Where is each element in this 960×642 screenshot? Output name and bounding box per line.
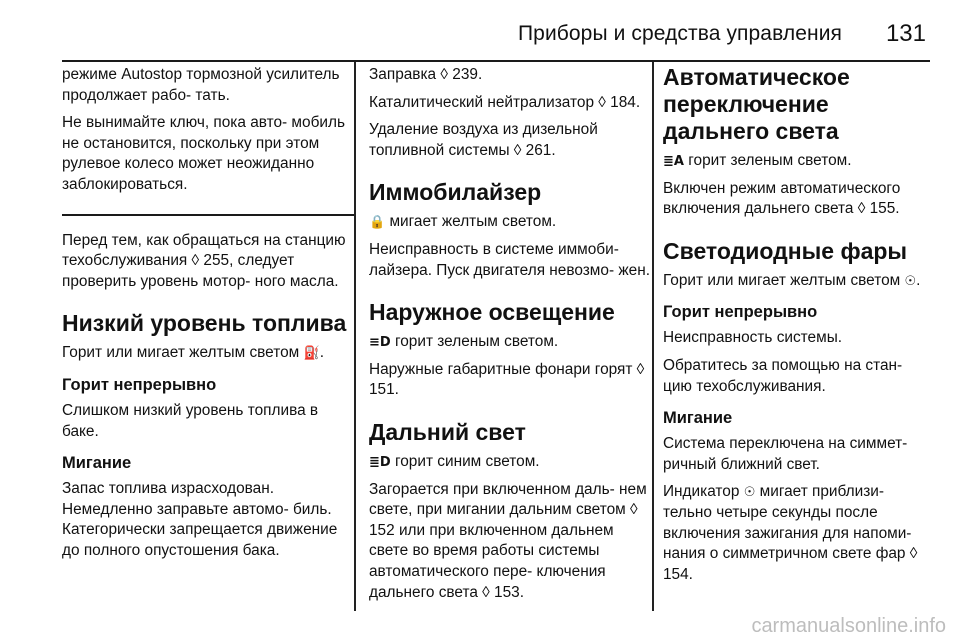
column-divider <box>354 62 356 611</box>
caution-note <box>62 62 354 216</box>
text: мигает приблизи- тельно четыре секунды после включения зажигания для напоми- нания о симметричном свете фар ◊ 154. <box>663 483 918 583</box>
note-paragraph: Не вынимайте ключ, пока авто- мобиль не остановится, поскольку при этом рулевое колесо может неожиданно заблокироваться. <box>62 114 345 193</box>
text: Индикатор <box>663 483 744 501</box>
paragraph <box>62 343 354 364</box>
heading-exterior-light: Наружное освещение <box>369 299 615 326</box>
text: горит зеленым светом. <box>390 333 559 351</box>
page-header <box>62 0 930 62</box>
parking-light-icon: ≡D <box>369 335 391 351</box>
column-divider <box>652 62 654 611</box>
subheading-steady: Горит непрерывно <box>62 375 217 394</box>
column-1 <box>62 62 354 569</box>
text: . <box>319 344 324 362</box>
high-beam-icon: ≣D <box>369 454 391 470</box>
section-title: Приборы и средства управления <box>517 22 842 45</box>
watermark: carmanualsonline.info <box>751 615 946 637</box>
paragraph: Запас топлива израсходован. Немедленно заправьте автомо- биль. Категорически запрещается движение до полного опустошения бака. <box>62 480 338 559</box>
paragraph: Система переключена на симмет- ричный ближний свет. <box>663 435 908 473</box>
heading-auto-high-beam: Автоматическое переключение дальнего света <box>663 64 850 144</box>
paragraph: Каталитический нейтрализатор ◊ 184. <box>369 93 641 111</box>
column-2 <box>369 62 651 610</box>
paragraph: Удаление воздуха из дизельной топливной системы ◊ 261. <box>369 121 598 159</box>
heading-led-headlights: Светодиодные фары <box>663 237 908 264</box>
heading-high-beam: Дальний свет <box>369 418 526 445</box>
heading-low-fuel: Низкий уровень топлива <box>62 310 347 337</box>
text: мигает желтым светом. <box>385 213 557 231</box>
subheading-blink: Мигание <box>663 409 733 428</box>
text: Горит или мигает желтым светом <box>663 271 905 289</box>
paragraph <box>369 212 651 233</box>
led-headlight-icon: ☉ <box>743 485 756 501</box>
paragraph: Неисправность в системе иммоби- лайзера. Пуск двигателя невозмо- жен. <box>369 240 650 279</box>
paragraph <box>663 271 928 292</box>
paragraph <box>663 151 928 172</box>
paragraph: Слишком низкий уровень топлива в баке. <box>62 401 319 440</box>
text: горит зеленым светом. <box>683 152 852 169</box>
auto-high-beam-icon: ≣A <box>663 154 684 169</box>
paragraph: Загорается при включенном даль- нем свете, при мигании дальним светом ◊ 152 или при включенном дальнем свете во время работы системы автоматического пере- ключения дальнего света ◊ 153. <box>369 480 647 601</box>
note-paragraph: режиме Autostop тормозной усилитель продолжает рабо- тать. <box>62 66 340 104</box>
heading-immobilizer: Иммобилайзер <box>369 179 542 206</box>
text: Горит или мигает желтым светом <box>62 344 304 362</box>
paragraph <box>663 482 928 585</box>
page-number: 131 <box>885 20 926 47</box>
paragraph <box>369 332 651 353</box>
subheading-blink: Мигание <box>62 454 132 473</box>
column-3 <box>663 62 928 592</box>
text: . <box>916 271 921 289</box>
paragraph: Перед тем, как обращаться на станцию техобслуживания ◊ 255, следует проверить уровень мотор- ного масла. <box>62 231 346 290</box>
paragraph: Наружные габаритные фонари горят ◊ 151. <box>369 360 645 399</box>
paragraph: Неисправность системы. <box>663 329 843 347</box>
immobilizer-icon: 🔒 <box>369 215 386 231</box>
subheading-steady: Горит непрерывно <box>663 303 818 322</box>
paragraph: Заправка ◊ 239. <box>369 66 483 83</box>
led-headlight-icon: ☉ <box>904 273 917 289</box>
paragraph <box>369 452 651 473</box>
paragraph: Обратитесь за помощью на стан- цию техобслуживания. <box>663 356 903 395</box>
text: горит синим светом. <box>390 452 540 470</box>
paragraph: Включен режим автоматического включения дальнего света ◊ 155. <box>663 179 901 218</box>
fuel-pump-icon: ⛽ <box>303 346 320 362</box>
